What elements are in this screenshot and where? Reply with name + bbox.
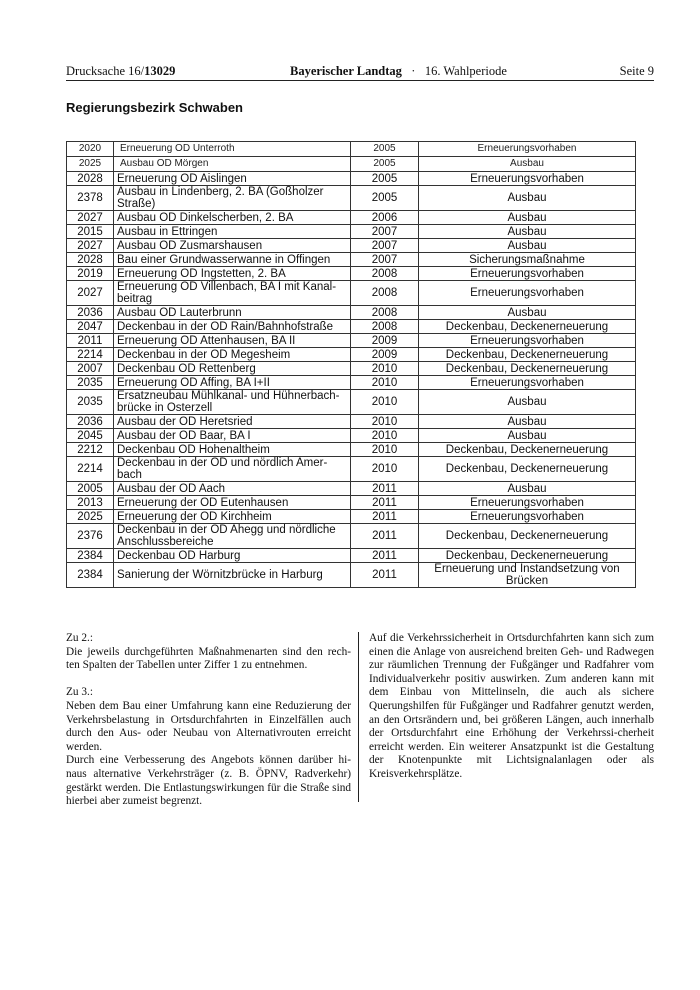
row-year: 2007 <box>351 225 419 239</box>
row-year: 2011 <box>351 563 419 588</box>
row-number: 2047 <box>67 320 114 334</box>
row-description: Ausbau OD Dinkelscherben, 2. BA <box>114 211 351 225</box>
row-number: 2020 <box>67 142 114 157</box>
row-measure-type: Erneuerungsvorhaben <box>419 510 636 524</box>
row-number: 2013 <box>67 496 114 510</box>
row-year: 2010 <box>351 457 419 482</box>
drucksache-label: Drucksache 16/13029 <box>66 64 176 78</box>
row-year: 2008 <box>351 306 419 320</box>
row-description: Erneuerung der OD Kirchheim <box>114 510 351 524</box>
row-number: 2027 <box>67 239 114 253</box>
row-measure-type: Erneuerungsvorhaben <box>419 376 636 390</box>
row-measure-type: Erneuerungsvorhaben <box>419 334 636 348</box>
row-measure-type: Erneuerungsvorhaben <box>419 172 636 186</box>
row-number: 2019 <box>67 267 114 281</box>
row-year: 2008 <box>351 267 419 281</box>
header-center <box>290 64 507 79</box>
row-description: Deckenbau OD Rettenberg <box>114 362 351 376</box>
row-description: Sanierung der Wörnitzbrücke in Harburg <box>114 563 351 588</box>
table-row <box>67 482 636 496</box>
table-row <box>67 157 636 172</box>
row-number: 2384 <box>67 549 114 563</box>
row-year: 2005 <box>351 172 419 186</box>
row-description: Deckenbau in der OD Megesheim <box>114 348 351 362</box>
row-measure-type: Sicherungsmaßnahme <box>419 253 636 267</box>
table-row <box>67 142 636 157</box>
table-row <box>67 320 636 334</box>
table-row <box>67 225 636 239</box>
table-row <box>67 415 636 429</box>
row-number: 2028 <box>67 253 114 267</box>
table-row <box>67 186 636 211</box>
table-row <box>67 496 636 510</box>
column-divider <box>358 632 359 802</box>
table-row <box>67 429 636 443</box>
row-description: Ausbau in Lindenberg, 2. BA (Goßholzer Straße) <box>114 186 351 211</box>
row-measure-type: Ausbau <box>419 482 636 496</box>
wahlperiode: 16. Wahlperiode <box>424 64 507 78</box>
table-row <box>67 549 636 563</box>
row-year: 2010 <box>351 429 419 443</box>
zu3-paragraph-1: Neben dem Bau einer Umfahrung kann eine Reduzierung der Verkehrsbelastung in Ortsdurchfahrten in Einzelfällen auch durch den Aus- oder Neubau von Alternativrouten erreicht werden. <box>66 699 351 753</box>
row-description: Ausbau OD Mörgen <box>114 157 351 172</box>
zu3-paragraph-2: Durch eine Verbesserung des Angebots können darüber hi-naus alternative Verkehrsträger (z. B. ÖPNV, Radverkehr) gestärkt werden. Die Entlastungswirkungen für die Straße sind hierbei aber zumeist begrenzt. <box>66 754 351 808</box>
table-row <box>67 362 636 376</box>
table-row <box>67 267 636 281</box>
row-description: Ersatzneubau Mühlkanal- und Hühnerbach-brücke in Osterzell <box>114 390 351 415</box>
row-measure-type: Ausbau <box>419 429 636 443</box>
left-column <box>66 632 351 809</box>
row-description: Erneuerung OD Villenbach, BA I mit Kanal-beitrag <box>114 281 351 306</box>
row-number: 2036 <box>67 415 114 429</box>
row-description: Erneuerung OD Aislingen <box>114 172 351 186</box>
drucksache-number: 13029 <box>144 64 176 78</box>
row-number: 2025 <box>67 157 114 172</box>
row-year: 2007 <box>351 253 419 267</box>
row-year: 2009 <box>351 348 419 362</box>
table-row <box>67 390 636 415</box>
row-year: 2010 <box>351 376 419 390</box>
header-separator: · <box>411 64 416 78</box>
row-year: 2010 <box>351 362 419 376</box>
row-measure-type: Ausbau <box>419 186 636 211</box>
row-number: 2378 <box>67 186 114 211</box>
page-number: Seite 9 <box>619 64 654 78</box>
row-description: Bau einer Grundwasserwanne in Offingen <box>114 253 351 267</box>
row-measure-type: Erneuerung und Instandsetzung von Brücken <box>419 563 636 588</box>
row-description: Erneuerung OD Affing, BA I+II <box>114 376 351 390</box>
row-number: 2027 <box>67 211 114 225</box>
traffic-safety-paragraph: Auf die Verkehrssicherheit in Ortsdurchfahrten kann sich zum einen die Anlage von ausreichend breiten Geh- und Radwegen zur räumlichen Trennung der Fußgänger und Radfahrer vom Individualverkehr positiv auswirken. Zum anderen kann mit dem Einbau von Mittelinseln, die auch als sichere Querungshilfen für Fußgänger und Radfahrer genutzt werden, an den Ortsrändern und, bei größeren Längen, auch innerhalb der Ortsdurchfahrt eine Erhöhung der Verkehrssi-cherheit erreicht werden. Ein weiterer Ansatzpunkt ist die Gestaltung der Knotenpunkte mit Lichtsignalanlagen oder als Kreisverkehrsplätze. <box>369 632 654 780</box>
row-year: 2008 <box>351 320 419 334</box>
row-year: 2007 <box>351 239 419 253</box>
row-year: 2011 <box>351 482 419 496</box>
row-measure-type: Ausbau <box>419 157 636 172</box>
row-description: Ausbau der OD Heretsried <box>114 415 351 429</box>
row-measure-type: Ausbau <box>419 211 636 225</box>
row-description: Deckenbau in der OD Rain/Bahnhofstraße <box>114 320 351 334</box>
row-number: 2214 <box>67 348 114 362</box>
row-number: 2015 <box>67 225 114 239</box>
row-measure-type: Erneuerungsvorhaben <box>419 267 636 281</box>
row-year: 2011 <box>351 549 419 563</box>
row-measure-type: Erneuerungsvorhaben <box>419 496 636 510</box>
header-divider <box>66 80 654 81</box>
table-row <box>67 563 636 588</box>
row-year: 2005 <box>351 142 419 157</box>
row-number: 2214 <box>67 457 114 482</box>
row-measure-type: Deckenbau, Deckenerneuerung <box>419 362 636 376</box>
row-description: Erneuerung OD Unterroth <box>114 142 351 157</box>
row-number: 2011 <box>67 334 114 348</box>
row-year: 2005 <box>351 157 419 172</box>
row-measure-type: Ausbau <box>419 306 636 320</box>
table-row <box>67 239 636 253</box>
row-measure-type: Erneuerungsvorhaben <box>419 142 636 157</box>
row-year: 2010 <box>351 443 419 457</box>
row-number: 2028 <box>67 172 114 186</box>
page-header <box>66 64 654 80</box>
row-measure-type: Ausbau <box>419 239 636 253</box>
row-number: 2005 <box>67 482 114 496</box>
row-year: 2006 <box>351 211 419 225</box>
row-year: 2011 <box>351 510 419 524</box>
row-description: Ausbau OD Zusmarshausen <box>114 239 351 253</box>
row-number: 2376 <box>67 524 114 549</box>
row-number: 2027 <box>67 281 114 306</box>
row-description: Ausbau OD Lauterbrunn <box>114 306 351 320</box>
row-measure-type: Ausbau <box>419 390 636 415</box>
row-year: 2008 <box>351 281 419 306</box>
landtag-name: Bayerischer Landtag <box>290 64 402 78</box>
table-row <box>67 172 636 186</box>
table-row <box>67 524 636 549</box>
row-measure-type: Deckenbau, Deckenerneuerung <box>419 549 636 563</box>
row-number: 2035 <box>67 390 114 415</box>
row-description: Ausbau in Ettringen <box>114 225 351 239</box>
table-row <box>67 348 636 362</box>
row-number: 2212 <box>67 443 114 457</box>
table-row <box>67 510 636 524</box>
row-measure-type: Deckenbau, Deckenerneuerung <box>419 524 636 549</box>
row-number: 2025 <box>67 510 114 524</box>
row-measure-type: Deckenbau, Deckenerneuerung <box>419 320 636 334</box>
row-measure-type: Deckenbau, Deckenerneuerung <box>419 457 636 482</box>
row-measure-type: Deckenbau, Deckenerneuerung <box>419 348 636 362</box>
row-description: Deckenbau in der OD Ahegg und nördliche Anschlussbereiche <box>114 524 351 549</box>
table-row <box>67 281 636 306</box>
text-columns <box>66 632 654 808</box>
right-column <box>369 632 654 782</box>
table-row <box>67 253 636 267</box>
table-row <box>67 334 636 348</box>
row-year: 2011 <box>351 524 419 549</box>
row-description: Deckenbau in der OD und nördlich Amer-bach <box>114 457 351 482</box>
table-row <box>67 457 636 482</box>
row-year: 2011 <box>351 496 419 510</box>
row-description: Erneuerung OD Attenhausen, BA II <box>114 334 351 348</box>
row-description: Deckenbau OD Harburg <box>114 549 351 563</box>
row-measure-type: Ausbau <box>419 415 636 429</box>
table-row <box>67 211 636 225</box>
row-description: Erneuerung OD Ingstetten, 2. BA <box>114 267 351 281</box>
zu2-body: Die jeweils durchgeführten Maßnahmenarten sind den rech-ten Spalten der Tabellen unter Ziffer 1 zu entnehmen. <box>66 645 351 672</box>
row-year: 2009 <box>351 334 419 348</box>
row-year: 2005 <box>351 186 419 211</box>
row-measure-type: Ausbau <box>419 225 636 239</box>
row-description: Deckenbau OD Hohenaltheim <box>114 443 351 457</box>
measures-table <box>66 141 636 588</box>
row-description: Ausbau der OD Aach <box>114 482 351 496</box>
table-row <box>67 443 636 457</box>
row-measure-type: Erneuerungsvorhaben <box>419 281 636 306</box>
table-row <box>67 306 636 320</box>
row-year: 2010 <box>351 415 419 429</box>
row-description: Erneuerung der OD Eutenhausen <box>114 496 351 510</box>
table-row <box>67 376 636 390</box>
row-year: 2010 <box>351 390 419 415</box>
region-title: Regierungsbezirk Schwaben <box>66 100 243 115</box>
zu3-heading: Zu 3.: <box>66 686 93 699</box>
row-number: 2007 <box>67 362 114 376</box>
row-description: Ausbau der OD Baar, BA I <box>114 429 351 443</box>
zu2-heading: Zu 2.: <box>66 632 93 644</box>
row-measure-type: Deckenbau, Deckenerneuerung <box>419 443 636 457</box>
row-number: 2045 <box>67 429 114 443</box>
row-number: 2384 <box>67 563 114 588</box>
row-number: 2035 <box>67 376 114 390</box>
row-number: 2036 <box>67 306 114 320</box>
